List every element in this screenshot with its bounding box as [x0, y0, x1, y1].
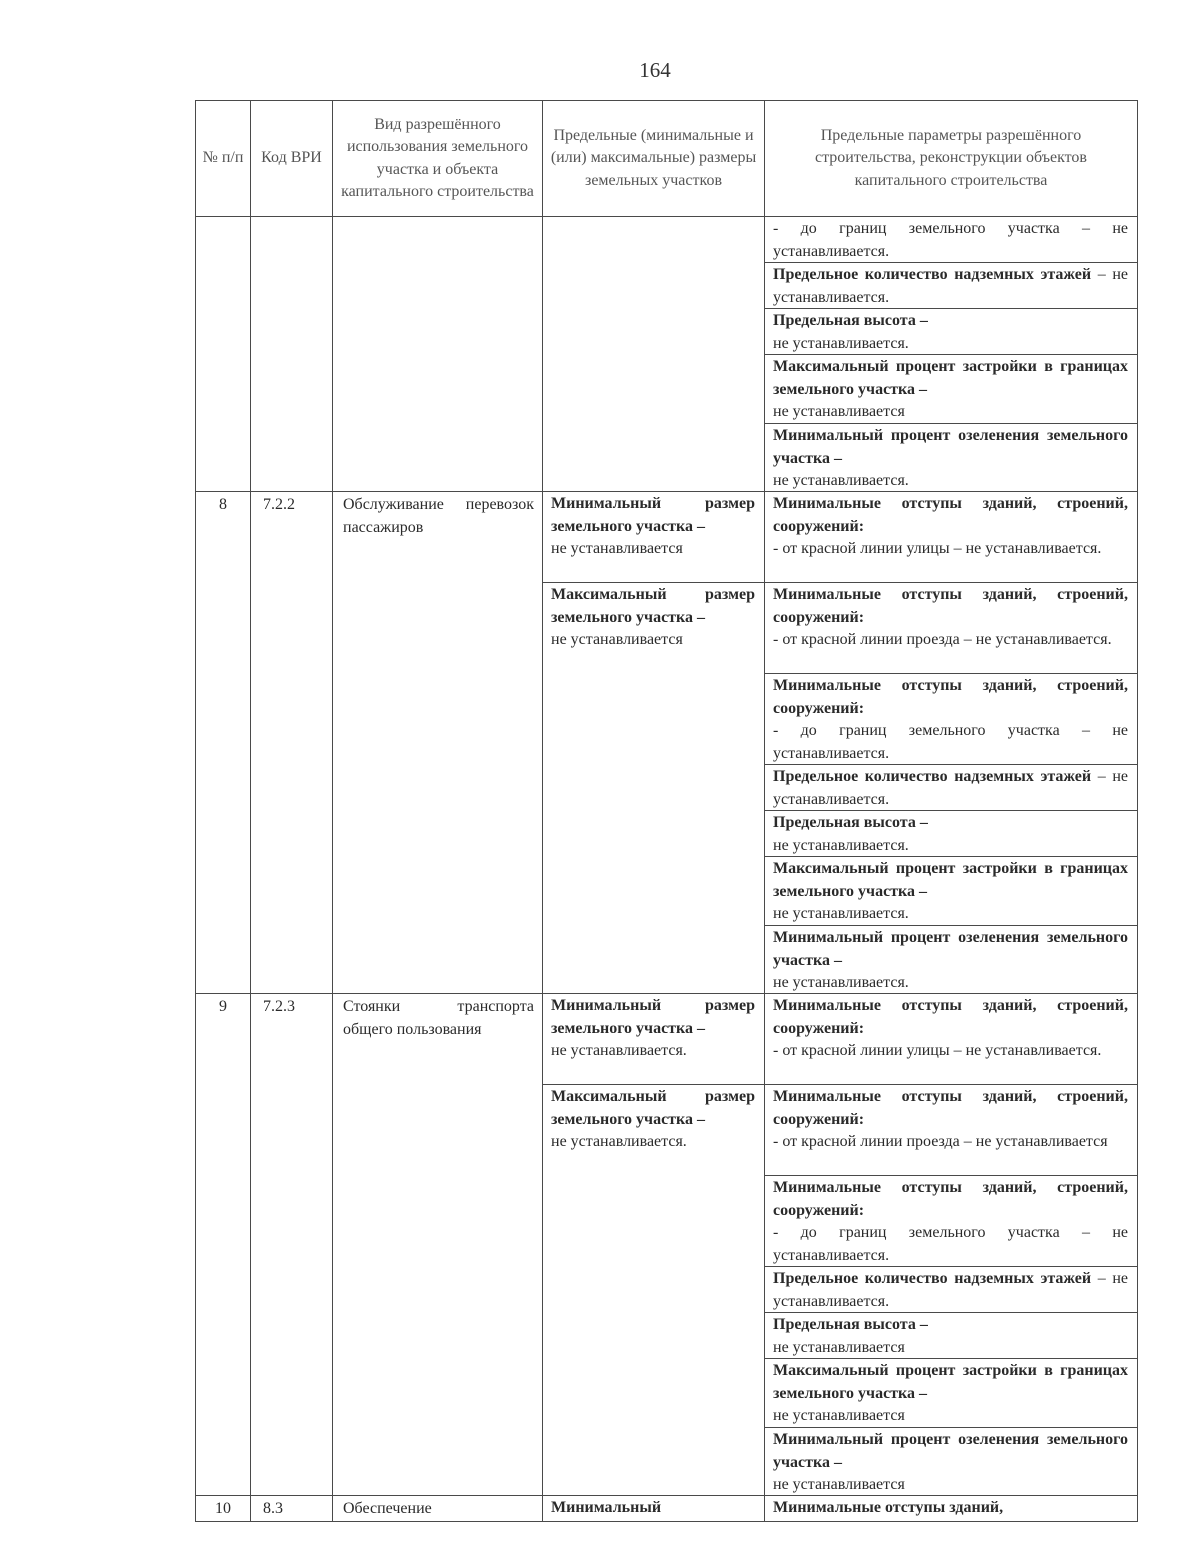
param-text: не устанавливается [773, 403, 905, 421]
page-number: 164 [639, 58, 671, 82]
param-subcell [765, 811, 1137, 857]
header-sizes: Предельные (минимальные и (или) максимальные) размеры земельных участков [543, 101, 765, 217]
param-bold: Минимальные отступы зданий, строений, сооружений: [773, 586, 1128, 626]
min-size-subcell [543, 492, 764, 583]
param-subcell [765, 1428, 1137, 1495]
table-row-9 [196, 994, 1138, 1496]
vri-name: Обеспечение [333, 1496, 543, 1522]
param-subcell [765, 1359, 1137, 1428]
param-subcell [765, 674, 1137, 765]
zoning-table [195, 100, 1138, 1522]
vri-code: 7.2.3 [251, 994, 333, 1496]
cont-code-cell [251, 217, 333, 492]
min-size-value: не устанавливается. [551, 1042, 687, 1060]
cont-name-cell [333, 217, 543, 492]
row-number: 8 [196, 492, 251, 994]
min-size-value: не устанавливается [551, 540, 683, 558]
param-subcell [765, 857, 1137, 926]
max-size-label: Максимальный размер земельного участка – [551, 1088, 755, 1128]
param-text: - до границ земельного участка – не устанавливается. [773, 1224, 1128, 1264]
param-subcell [765, 1496, 1137, 1520]
params-cell [765, 994, 1138, 1496]
param-bold: Минимальные отступы зданий, строений, сооружений: [773, 1179, 1128, 1219]
sizes-cell [543, 492, 765, 994]
param-text: не устанавливается. [773, 905, 909, 923]
header-vri: Вид разрешённого использования земельного участка и объекта капитального строительства [333, 101, 543, 217]
min-size-subcell [543, 994, 764, 1085]
param-subcell [765, 1085, 1137, 1176]
param-text: не устанавливается. [773, 974, 909, 992]
param-text: – не устанавливается. [773, 1270, 1128, 1310]
param-text: не устанавливается [773, 1338, 905, 1356]
param-subcell [765, 1267, 1137, 1313]
param-text: не устанавливается [773, 1476, 905, 1494]
param-bold: Минимальные отступы зданий, [773, 1499, 1004, 1516]
param-text: не устанавливается. [773, 472, 909, 490]
param-bold: Минимальный процент озеленения земельного участка – [773, 1431, 1128, 1471]
param-subcell [765, 926, 1137, 993]
table-row-10 [196, 1496, 1138, 1522]
param-bold: Минимальные отступы зданий, строений, сооружений: [773, 1088, 1128, 1128]
param-bold: Предельное количество надземных этажей [773, 1270, 1092, 1287]
vri-name: Стоянки транспорта общего пользования [333, 994, 543, 1496]
cont-params-cell [765, 217, 1138, 492]
param-text: не устанавливается [773, 1407, 905, 1425]
param-subcell [765, 424, 1137, 491]
max-size-value: не устанавливается. [551, 1133, 687, 1151]
row-number: 9 [196, 994, 251, 1496]
cont-sizes-cell [543, 217, 765, 492]
param-text: - от красной линии проезда – не устанавливается [773, 1133, 1108, 1151]
param-text: - от красной линии улицы – не устанавливается. [773, 540, 1102, 558]
param-subcell [765, 583, 1137, 674]
param-subcell [765, 1313, 1137, 1359]
param-text: – не устанавливается. [773, 266, 1128, 306]
param-subcell [765, 355, 1137, 424]
param-subcell [765, 217, 1137, 263]
param-subcell [765, 994, 1137, 1085]
param-subcell [765, 1176, 1137, 1267]
header-code: Код ВРИ [251, 101, 333, 217]
vri-name: Обслуживание перевозок пассажиров [333, 492, 543, 994]
min-size-label: Минимальный размер земельного участка – [551, 495, 755, 535]
param-text: не устанавливается. [773, 334, 909, 352]
max-size-subcell [543, 583, 764, 652]
max-size-value: не устанавливается [551, 631, 683, 649]
sizes-cell [543, 994, 765, 1496]
param-bold: Предельная высота – [773, 312, 928, 329]
param-bold: Предельное количество надземных этажей [773, 266, 1092, 283]
cont-num-cell [196, 217, 251, 492]
param-text: не устанавливается. [773, 836, 909, 854]
param-bold: Минимальные отступы зданий, строений, сооружений: [773, 495, 1128, 535]
param-subcell [765, 492, 1137, 583]
param-bold: Минимальные отступы зданий, строений, сооружений: [773, 997, 1128, 1037]
min-size-label: Минимальный [551, 1499, 662, 1516]
header-num: № п/п [196, 101, 251, 217]
max-size-label: Максимальный размер земельного участка – [551, 586, 755, 626]
vri-code: 8.3 [251, 1496, 333, 1522]
table-row-8 [196, 492, 1138, 994]
param-text: - от красной линии улицы – не устанавливается. [773, 1042, 1102, 1060]
sizes-cell [543, 1496, 765, 1522]
param-text: - от красной линии проезда – не устанавливается. [773, 631, 1112, 649]
table-row-continuation [196, 217, 1138, 492]
param-subcell [765, 263, 1137, 309]
param-bold: Минимальные отступы зданий, строений, сооружений: [773, 677, 1128, 717]
param-bold: Максимальный процент застройки в границах земельного участка – [773, 1362, 1128, 1402]
param-text: - до границ земельного участка – не устанавливается. [773, 722, 1128, 762]
param-bold: Максимальный процент застройки в границах земельного участка – [773, 358, 1128, 398]
param-bold: Минимальный процент озеленения земельного участка – [773, 427, 1128, 467]
param-bold: Предельное количество надземных этажей [773, 768, 1092, 785]
param-subcell [765, 309, 1137, 355]
params-cell [765, 492, 1138, 994]
param-subcell [765, 765, 1137, 811]
table-header-row [196, 101, 1138, 217]
min-size-subcell [543, 1496, 764, 1520]
header-params: Предельные параметры разрешённого строительства, реконструкции объектов капитального строительства [765, 101, 1138, 217]
param-bold: Минимальный процент озеленения земельного участка – [773, 929, 1128, 969]
vri-code: 7.2.2 [251, 492, 333, 994]
param-bold: Предельная высота – [773, 1316, 928, 1333]
param-text: - до границ земельного участка – не устанавливается. [773, 220, 1128, 260]
param-bold: Предельная высота – [773, 814, 928, 831]
params-cell [765, 1496, 1138, 1522]
row-number: 10 [196, 1496, 251, 1522]
min-size-label: Минимальный размер земельного участка – [551, 997, 755, 1037]
param-text: – не устанавливается. [773, 768, 1128, 808]
param-bold: Максимальный процент застройки в границах земельного участка – [773, 860, 1128, 900]
max-size-subcell [543, 1085, 764, 1154]
